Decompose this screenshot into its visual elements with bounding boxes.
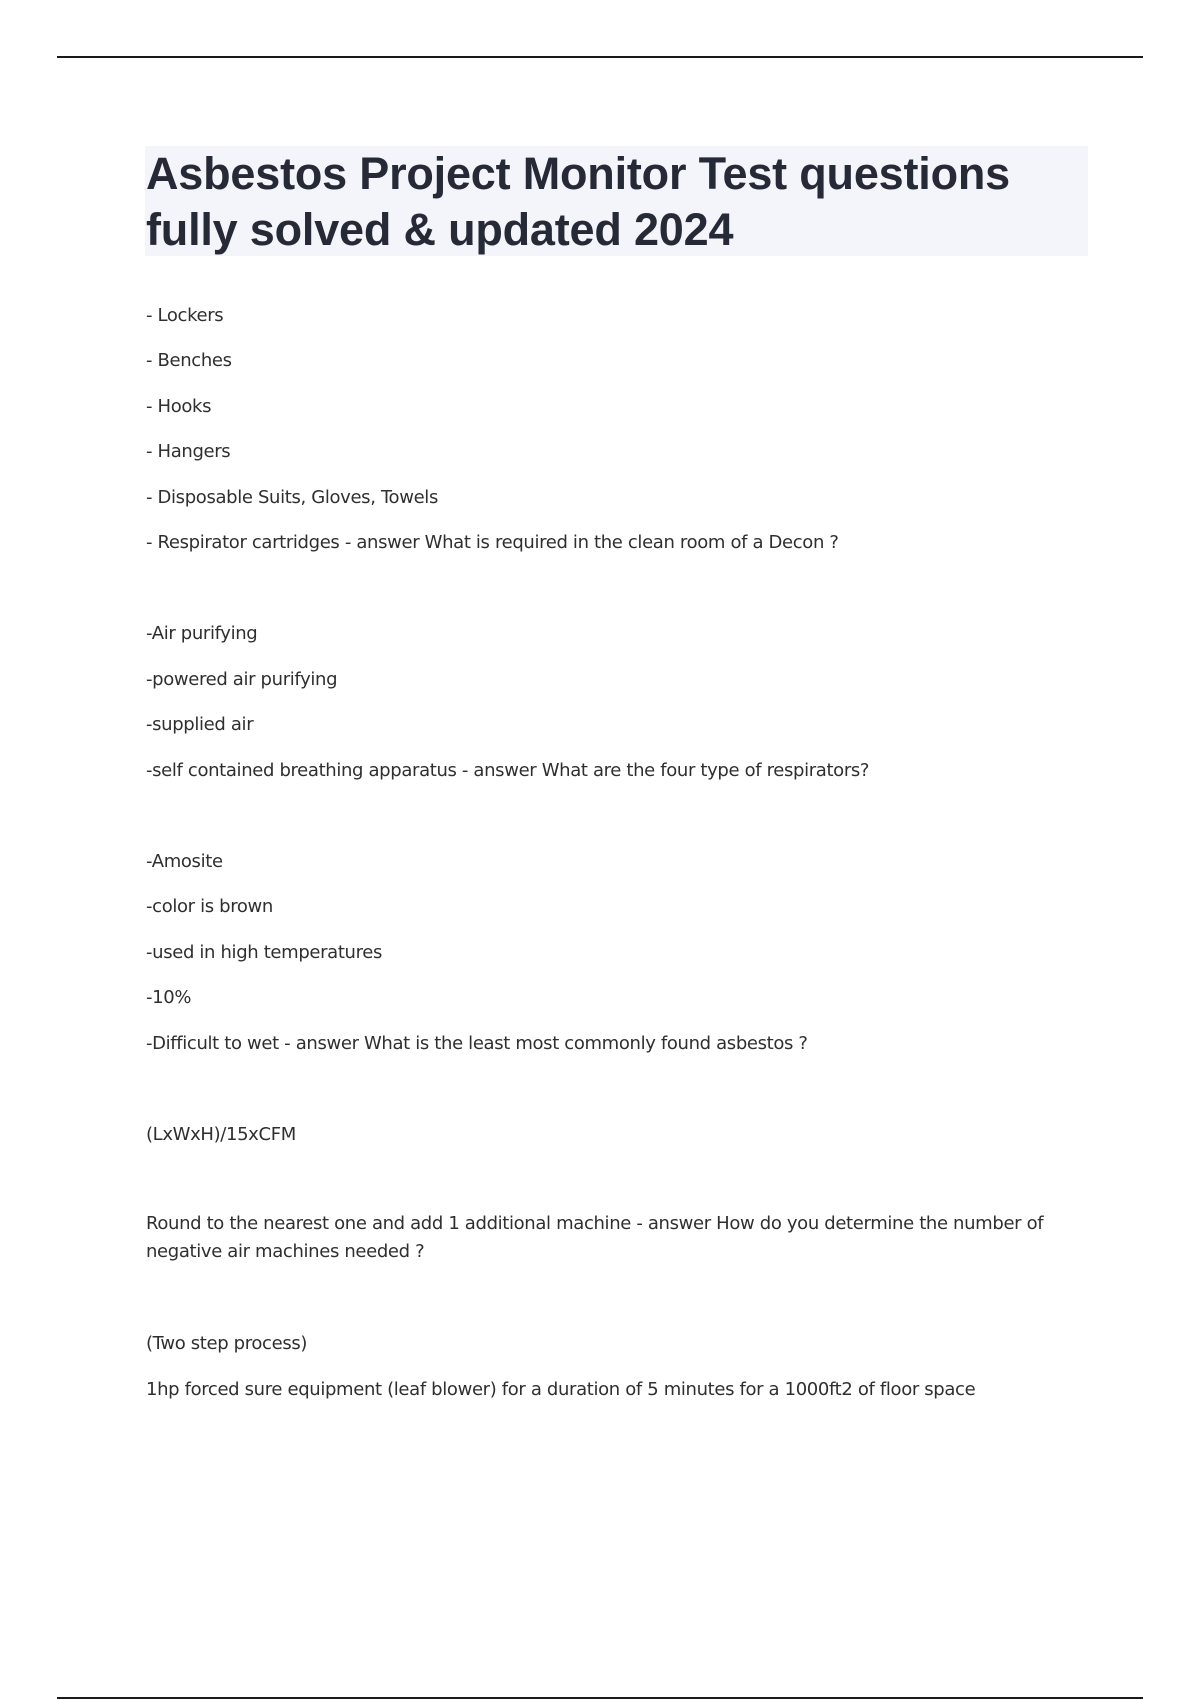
- footer-rule: [57, 1697, 1143, 1699]
- text-line: -powered air purifying: [146, 669, 338, 690]
- header-rule: [57, 56, 1143, 58]
- text-line: (Two step process): [146, 1333, 308, 1354]
- text-line: - Disposable Suits, Gloves, Towels: [146, 487, 438, 508]
- text-line: -self contained breathing apparatus - answer What are the four type of respirators?: [146, 760, 870, 781]
- text-line: 1hp forced sure equipment (leaf blower) for a duration of 5 minutes for a 1000ft2 of floor space: [146, 1379, 976, 1400]
- text-paragraph: Round to the nearest one and add 1 additional machine - answer How do you determine the number of negative air machines needed ?: [146, 1213, 1044, 1262]
- document-title-line-1: Asbestos Project Monitor Test questions: [146, 148, 1010, 199]
- text-line: -Difficult to wet - answer What is the least most commonly found asbestos ?: [146, 1033, 808, 1054]
- text-line: - Hangers: [146, 441, 231, 462]
- text-line: - Hooks: [146, 396, 212, 417]
- text-line: -Amosite: [146, 851, 223, 872]
- document-title-line-2: fully solved & updated 2024: [146, 204, 734, 255]
- text-line: - Benches: [146, 350, 232, 371]
- text-line: -Air purifying: [146, 623, 258, 644]
- text-line: -10%: [146, 987, 192, 1008]
- document-title: [146, 146, 1088, 258]
- text-line: (LxWxH)/15xCFM: [146, 1124, 296, 1145]
- text-line: - Lockers: [146, 305, 224, 326]
- text-line: -supplied air: [146, 714, 254, 735]
- text-line: - Respirator cartridges - answer What is required in the clean room of a Decon ?: [146, 532, 839, 553]
- text-line: -used in high temperatures: [146, 942, 383, 963]
- text-line: -color is brown: [146, 896, 273, 917]
